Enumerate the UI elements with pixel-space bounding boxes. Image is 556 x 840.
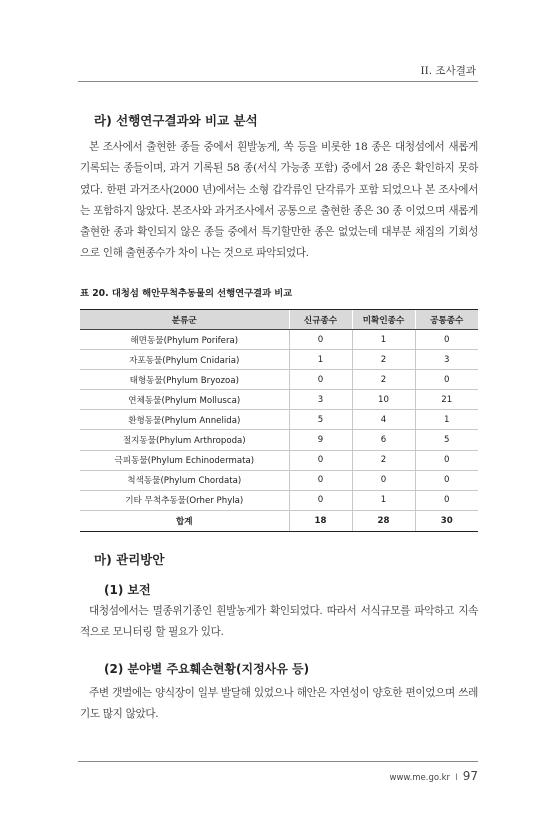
column-header: 공통종수 [415,310,478,330]
table-cell: 태형동물(Phylum Bryozoa) [80,370,289,390]
table-cell: 30 [415,510,478,531]
table-cell: 2 [352,450,415,470]
table-cell: 환형동물(Phylum Annelida) [80,410,289,430]
table-cell: 기타 무척추동물(Orher Phyla) [80,490,289,510]
table-total-row [80,510,478,531]
table-cell: 0 [415,490,478,510]
table-row [80,450,478,470]
table-cell: 6 [352,430,415,450]
section-header: II. 조사결과 [420,65,476,77]
table-cell: 극피동물(Phylum Echinodermata) [80,450,289,470]
header-divider [78,81,478,82]
table-row [80,470,478,490]
column-header: 분류군 [80,310,289,330]
paragraph-damage-status [80,683,478,726]
table-cell: 1 [352,330,415,350]
table-cell: 1 [415,410,478,430]
table-row [80,370,478,390]
table-cell: 0 [289,450,352,470]
table-cell: 5 [415,430,478,450]
table-cell: 0 [289,490,352,510]
table-cell: 척색동물(Phylum Chordata) [80,470,289,490]
table-cell: 합계 [80,510,289,531]
footer-url[interactable]: www.me.go.kr [389,773,451,783]
table-cell: 0 [289,330,352,350]
table-cell: 2 [352,350,415,370]
table-cell: 5 [289,410,352,430]
table-row [80,330,478,350]
paragraph-conservation-text: 대청섬에서는 멸종위기종인 흰발농게가 확인되었다. 따라서 서식규모를 파악하고 지속적으로 모니터링 할 필요가 있다. [80,605,478,639]
paragraph-comparison [80,137,478,265]
table-cell: 0 [289,370,352,390]
paragraph-comparison-text: 본 조사에서 출현한 종들 중에서 흰발농게, 쏙 등을 비롯한 18 종은 대청섬에서 새롭게 기록되는 종들이며, 과거 기록된 58 종(서식 가능종 포함) 중에서 28 종은 확인하지 못하였다. 한편 과거조사(2000 년)에서는 소형 갑각류인 단각류가 포함 되었으나 본 조사에서는 포함하지 않았다. 본조사와 과거조사에서 공통으로 출현한 종은 30 종 이었으며 새롭게 출현한 종과 확인되지 않은 종들 중에서 특기할만한 종은 없었는데 대부분 채집의 기회성으로 인해 출현종수가 차이 나는 것으로 파악되었다. [80,141,478,260]
table-cell: 28 [352,510,415,531]
table-cell: 절지동물(Phylum Arthropoda) [80,430,289,450]
footer-divider [78,761,478,762]
page-footer [390,769,479,783]
table-cell: 21 [415,390,478,410]
table-cell: 0 [415,330,478,350]
table-cell: 2 [352,370,415,390]
table-row [80,430,478,450]
table-cell: 0 [415,450,478,470]
column-header: 신규종수 [289,310,352,330]
section-heading-ma: 마) 관리방안 [94,552,165,567]
table-row [80,490,478,510]
table-cell: 0 [415,370,478,390]
table-cell: 0 [352,470,415,490]
table-cell: 1 [289,350,352,370]
table-cell: 9 [289,430,352,450]
table-cell: 자포동물(Phylum Cnidaria) [80,350,289,370]
table-cell: 0 [289,470,352,490]
table-cell: 해면동물(Phylum Porifera) [80,330,289,350]
column-header: 미확인종수 [352,310,415,330]
table-row [80,350,478,370]
paragraph-conservation [80,601,478,644]
table-row [80,390,478,410]
table-cell: 3 [289,390,352,410]
comparison-table [80,309,478,532]
table-cell: 1 [352,490,415,510]
table-cell: 연체동물(Phylum Mollusca) [80,390,289,410]
table-header-row [80,310,478,330]
table-cell: 4 [352,410,415,430]
page-number: 97 [462,769,478,783]
table-cell: 0 [415,470,478,490]
paragraph-damage-status-text: 주변 갯벌에는 양식장이 일부 발달해 있었으나 해안은 자연성이 양호한 편이었으며 쓰레기도 많지 않았다. [80,687,478,721]
table-row [80,410,478,430]
table-cell: 3 [415,350,478,370]
table-cell: 18 [289,510,352,531]
subheading-damage-status: (2) 분야별 주요훼손현황(지정사유 등) [104,662,310,676]
footer-separator: I [455,773,458,783]
section-heading-ra: 라) 선행연구결과와 비교 분석 [94,113,258,128]
table-caption: 표 20. 대청섬 해안무척추동물의 선행연구결과 비교 [80,288,293,299]
subheading-conservation: (1) 보전 [104,583,151,597]
table-cell: 10 [352,390,415,410]
